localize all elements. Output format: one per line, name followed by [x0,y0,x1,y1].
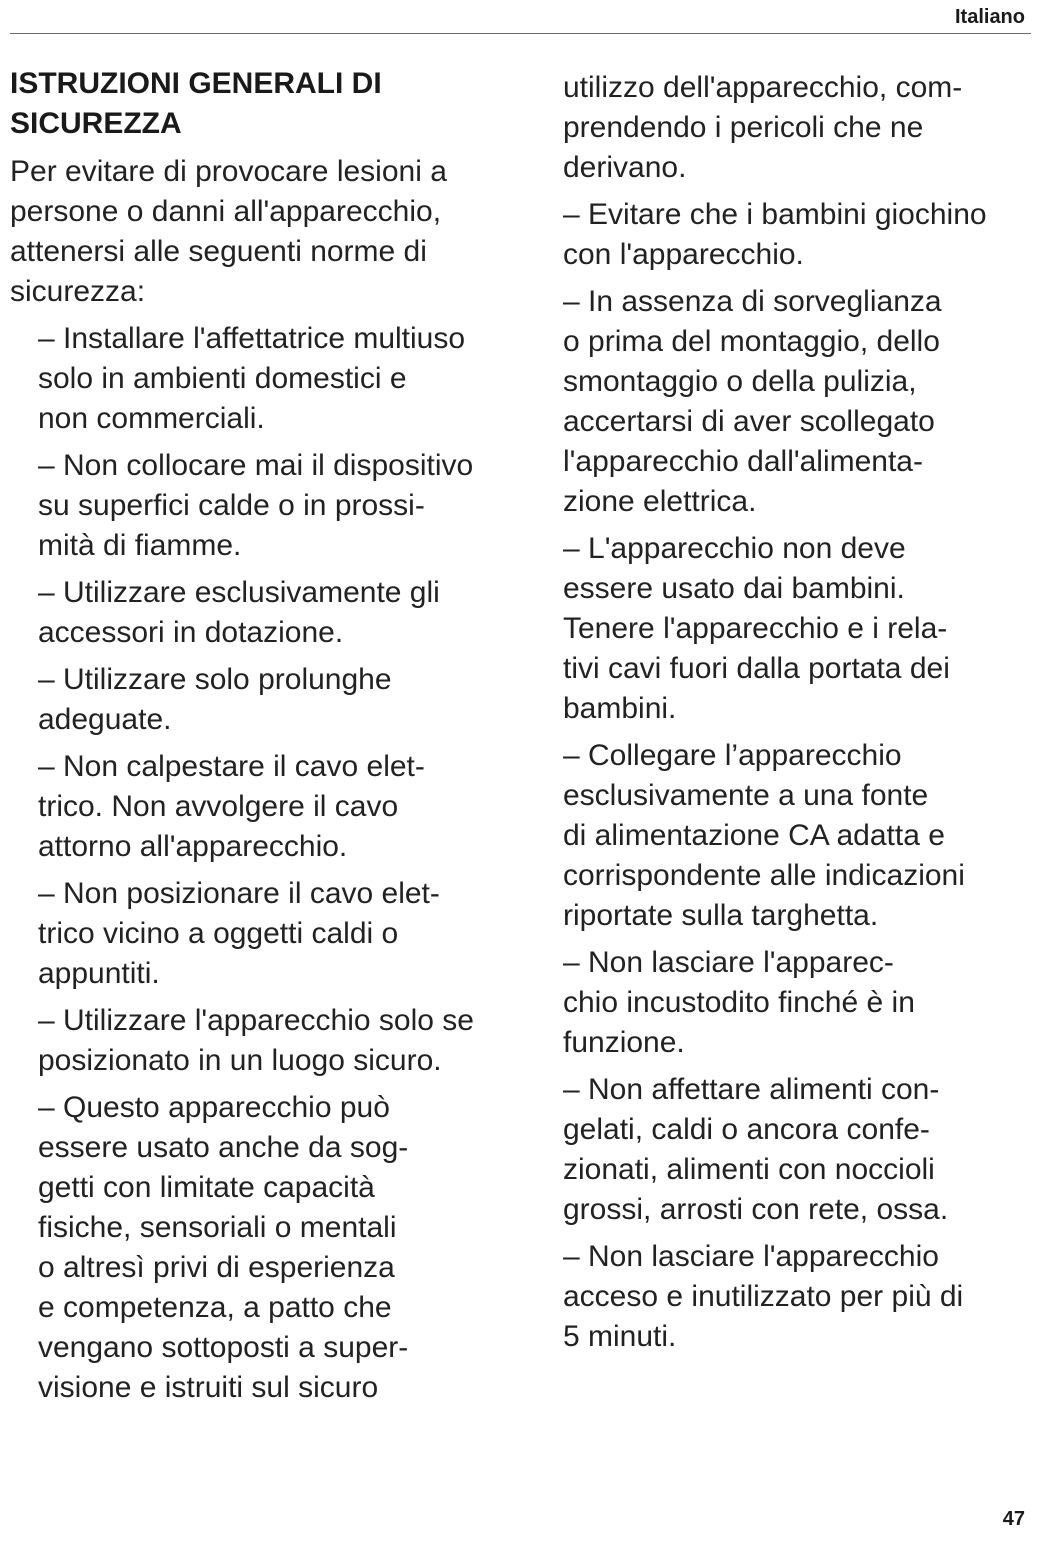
left-safety-list [10,319,530,1408]
text-line: – Collegare l’apparecchio [563,739,902,772]
text-line: prendendo i pericoli che ne [563,111,924,144]
text-line: posizionato in un luogo sicuro. [38,1044,442,1077]
text-line: o prima del montaggio, dello [563,325,940,358]
text-line: di alimentazione CA adatta e [563,819,945,852]
text-line: derivano. [563,151,687,184]
text-line: zionati, alimenti con noccioli [563,1153,935,1186]
text-line: corrispondente alle indicazioni [563,859,965,892]
text-line: gelati, caldi o ancora confe- [563,1113,930,1146]
intro-paragraph [10,152,530,312]
text-line: attenersi alle seguenti norme di [10,235,427,268]
text-line: funzione. [563,1026,685,1059]
text-line: solo in ambienti domestici e [38,362,407,395]
text-line: tivi cavi fuori dalla portata dei [563,652,950,685]
text-line: persone o danni all'apparecchio, [10,195,442,228]
text-line: sicurezza: [10,275,146,308]
safety-list-item [563,195,1033,275]
text-line: – Non collocare mai il dispositivo [38,449,474,482]
right-column [563,68,1033,1364]
text-line: bambini. [563,692,677,725]
text-line: esclusivamente a una fonte [563,779,929,812]
safety-list-item [38,319,530,439]
page-number: 47 [1002,1508,1025,1530]
text-line: non commerciali. [38,402,265,435]
text-line: zione elettrica. [563,485,757,518]
left-column [10,64,530,1415]
text-line: acceso e inutilizzato per più di [563,1280,964,1313]
text-line: – Questo apparecchio può [38,1091,390,1124]
text-line: – Non lasciare l'apparecchio [563,1240,939,1273]
text-line: visione e istruiti sul sicuro [38,1371,379,1404]
text-line: smontaggio o della pulizia, [563,365,917,398]
text-line: – In assenza di sorveglianza [563,285,942,318]
text-line: – L'apparecchio non deve [563,532,906,565]
safety-list-item [38,1088,530,1408]
text-line: attorno all'apparecchio. [38,830,348,863]
text-line: – Non lasciare l'apparec- [563,946,894,979]
text-line: con l'apparecchio. [563,238,804,271]
heading-line: SICUREZZA [10,107,182,140]
safety-list-item [563,529,1033,729]
text-line: mità di fiamme. [38,529,242,562]
text-line: utilizzo dell'apparecchio, com- [563,71,963,104]
safety-list-item [38,573,530,653]
text-line: – Non posizionare il cavo elet- [38,877,440,910]
text-line: fisiche, sensoriali o mentali [38,1211,397,1244]
text-line: Tenere l'apparecchio e i rela- [563,612,948,645]
text-line: trico vicino a oggetti caldi o [38,917,399,950]
text-line: – Utilizzare l'apparecchio solo se [38,1004,474,1037]
text-line: trico. Non avvolgere il cavo [38,790,399,823]
right-safety-list [563,195,1033,1357]
text-line: – Utilizzare solo prolunghe [38,663,392,696]
text-line: essere usato anche da sog- [38,1131,409,1164]
text-line: o altresì privi di esperienza [38,1251,395,1284]
text-line: – Non calpestare il cavo elet- [38,750,425,783]
safety-list-item [563,282,1033,522]
text-line: 5 minuti. [563,1320,677,1353]
safety-list-item [38,660,530,740]
text-line: getti con limitate capacità [38,1171,375,1204]
text-line: – Non affettare alimenti con- [563,1073,940,1106]
text-line: – Evitare che i bambini giochino [563,198,987,231]
text-line: – Installare l'affettatrice multiuso [38,322,466,355]
header-divider [10,33,1031,34]
safety-list-item [563,943,1033,1063]
text-line: vengano sottoposti a super- [38,1331,409,1364]
safety-list-item [38,747,530,867]
text-line: adeguate. [38,703,172,736]
continued-paragraph [563,68,1033,188]
text-line: Per evitare di provocare lesioni a [10,155,447,188]
section-heading [10,64,530,144]
text-line: riportate sulla targhetta. [563,899,879,932]
text-line: – Utilizzare esclusivamente gli [38,576,440,609]
safety-list-item [563,1070,1033,1230]
safety-list-item [38,874,530,994]
text-line: su superfici calde o in prossi- [38,489,425,522]
safety-list-item [38,446,530,566]
text-line: essere usato dai bambini. [563,572,905,605]
safety-list-item [38,1001,530,1081]
heading-line: ISTRUZIONI GENERALI DI [10,67,382,100]
text-line: appuntiti. [38,957,160,990]
language-label: Italiano [954,6,1025,28]
text-line: accessori in dotazione. [38,616,344,649]
safety-list-item [563,1237,1033,1357]
text-line: chio incustodito finché è in [563,986,915,1019]
text-line: l'apparecchio dall'alimenta- [563,445,923,478]
text-line: accertarsi di aver scollegato [563,405,935,438]
safety-list-item [563,736,1033,936]
text-line: grossi, arrosti con rete, ossa. [563,1193,949,1226]
text-line: e competenza, a patto che [38,1291,392,1324]
